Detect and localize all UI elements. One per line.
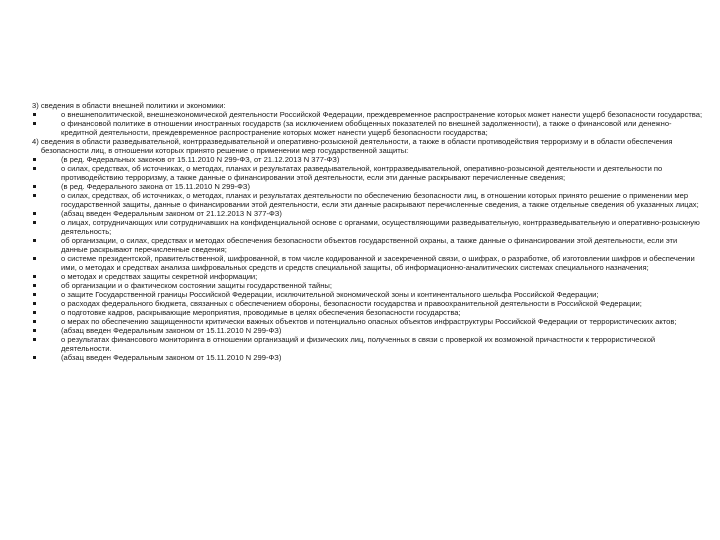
list-item	[32, 281, 704, 290]
list-item	[32, 308, 704, 317]
bullet-icon	[32, 353, 61, 362]
list-item	[32, 110, 704, 119]
list-item-text: о результатах финансового мониторинга в отношении организаций и физических лиц, полученных в связи с проверкой их возможной причастности к террористической деятельности.	[61, 335, 656, 353]
list-item-text: (абзац введен Федеральным законом от 15.11.2010 N 299-ФЗ)	[61, 353, 282, 362]
bullet-icon	[32, 218, 61, 227]
document-text	[32, 101, 704, 362]
list-item-text: о методах и средствах защиты секретной информации;	[61, 272, 258, 281]
bullet-icon	[32, 191, 61, 200]
section-4-heading	[32, 137, 704, 155]
list-item-text: (в ред. Федеральных законов от 15.11.2010 N 299-ФЗ, от 21.12.2013 N 377-ФЗ)	[61, 155, 340, 164]
list-item	[32, 209, 704, 218]
bullet-icon	[32, 281, 61, 290]
list-item-text: о расходах федерального бюджета, связанных с обеспечением обороны, безопасности государства и правоохранительной деятельности в Российской Федерации;	[61, 299, 642, 308]
list-item	[32, 290, 704, 299]
list-item	[32, 299, 704, 308]
section-4-heading-text: сведения в области разведывательной, контрразведывательной и оперативно-розыскной деятельности, а также в области противодействия терроризму и в области обеспечения безопасности лиц, в отношении которых принято решение о применении мер государственной защиты:	[40, 137, 673, 155]
list-item-text: о подготовке кадров, раскрывающие мероприятия, проводимые в целях обеспечения безопасности государства;	[61, 308, 461, 317]
list-item-text: (абзац введен Федеральным законом от 15.11.2010 N 299-ФЗ)	[61, 326, 282, 335]
bullet-icon	[32, 110, 61, 119]
bullet-icon	[32, 317, 61, 326]
section-4-number: 4)	[32, 137, 41, 146]
bullet-icon	[32, 182, 61, 191]
section-3-heading: 3) сведения в области внешней политики и экономики:	[32, 101, 226, 110]
list-item	[32, 218, 704, 236]
list-item-text: о системе президентской, правительственной, шифрованной, в том числе кодированной и засекреченной связи, о шифрах, о разработке, об изготовлении шифров и обеспечении ими, о методах и средствах анализа шифровальных средств и средств специальной защиты, об информационно-аналитических системах специального назначения;	[61, 254, 695, 272]
bullet-icon	[32, 272, 61, 281]
list-item	[32, 326, 704, 335]
list-item-text: об организации и о фактическом состоянии защиты государственной тайны;	[61, 281, 332, 290]
list-item-text: о силах, средствах, об источниках, о методах, планах и результатах деятельности по обеспечению безопасности лиц, в отношении которых принято решение о применении мер государственной защиты, данные о финансировании этой деятельности, если эти данные раскрывают перечисленные сведения, а также отдельные сведения об указанных лицах;	[61, 191, 699, 209]
list-item	[32, 272, 704, 281]
list-item	[32, 353, 704, 362]
list-item-text: о защите Государственной границы Российской Федерации, исключительной экономической зоны и континентального шельфа Российской Федерации;	[61, 290, 599, 299]
list-item-text: (в ред. Федерального закона от 15.11.2010 N 299-ФЗ)	[61, 182, 251, 191]
list-item-text: о лицах, сотрудничающих или сотрудничавших на конфиденциальной основе с органами, осуществляющими разведывательную, контрразведывательную и оперативно-розыскную деятельность;	[61, 218, 700, 236]
bullet-icon	[32, 308, 61, 317]
list-item	[32, 119, 704, 137]
list-item-text: о финансовой политике в отношении иностранных государств (за исключением обобщенных показателей по внешней задолженности), а также о финансовой или денежно-кредитной деятельности, преждевременное распространение которых может нанести ущерб безопасности государства;	[61, 119, 672, 137]
list-item	[32, 254, 704, 272]
bullet-icon	[32, 290, 61, 299]
list-item	[32, 335, 704, 353]
list-item	[32, 317, 704, 326]
list-item	[32, 191, 704, 209]
list-item	[32, 182, 704, 191]
bullet-icon	[32, 236, 61, 245]
section-4-list	[32, 155, 704, 362]
list-item-text: о силах, средствах, об источниках, о методах, планах и результатах разведывательной, контрразведывательной, оперативно-розыскной деятельности и деятельности по противодействию терроризму, а также данные о финансировании этой деятельности, если эти данные раскрывают перечисленные сведения;	[61, 164, 663, 182]
list-item-text: (абзац введен Федеральным законом от 21.12.2013 N 377-ФЗ)	[61, 209, 282, 218]
bullet-icon	[32, 335, 61, 344]
section-3-list	[32, 110, 704, 137]
bullet-icon	[32, 155, 61, 164]
list-item-text: о внешнеполитической, внешнеэкономической деятельности Российской Федерации, преждевременное распространение которых может нанести ущерб безопасности государства;	[61, 110, 703, 119]
bullet-icon	[32, 326, 61, 335]
list-item	[32, 155, 704, 164]
bullet-icon	[32, 299, 61, 308]
bullet-icon	[32, 164, 61, 173]
list-item-text: о мерах по обеспечению защищенности критически важных объектов и потенциально опасных объектов инфраструктуры Российской Федерации от террористических актов;	[61, 317, 677, 326]
bullet-icon	[32, 254, 61, 263]
bullet-icon	[32, 209, 61, 218]
list-item	[32, 236, 704, 254]
list-item	[32, 164, 704, 182]
list-item-text: об организации, о силах, средствах и методах обеспечения безопасности объектов государственной охраны, а также данные о финансировании этой деятельности, если эти данные раскрывают перечисленные сведения;	[61, 236, 678, 254]
bullet-icon	[32, 119, 61, 128]
